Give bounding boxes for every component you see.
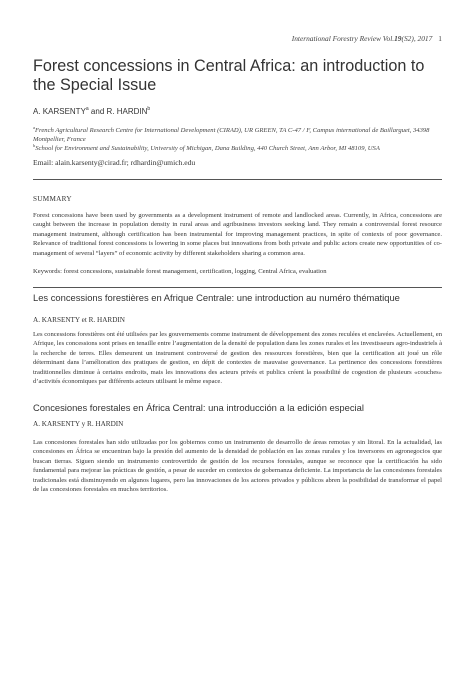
affiliation-marker: b [33,143,36,148]
contact-email: Email: alain.karsenty@cirad.fr; rdhardin@umich.edu [33,158,196,167]
author-karsenty-affil-marker: a [85,106,89,112]
summary-text: Forest concessions have been used by governments as a development instrument of remote and landlocked areas. Currently, in Africa, concessions are caught between the increase in population density in rural areas and agribusiness investors seeking land. They remain a controversial forest resource management instrument, although certification has been instrumental for improving management practices, in spite of contexts of poor governance. Relevance of traditional forest concessions is lowering in some places but innovations from both private and public actors create new opportunities of co-management of several “layers” of economic activity by different stakeholders sharing a common area. [33,212,442,257]
journal-name: International Forestry Review Vol. [291,34,395,43]
divider-bottom [33,287,442,288]
author-line [33,106,150,116]
journal-volume: 19 [394,34,402,43]
author-hardin: R. HARDIN [106,107,148,116]
page-number: 1 [438,34,442,43]
french-abstract-heading: Les concessions forestières en Afrique Centrale: une introduction au numéro thématique [33,292,400,303]
journal-issue-year: (S2), 2017 [401,34,433,43]
french-authors: A. KARSENTY et R. HARDIN [33,316,125,324]
keywords: Keywords: forest concessions, sustainable forest management, certification, logging, Central Africa, evaluation [33,268,327,275]
summary-heading: SUMMARY [33,195,72,203]
divider-top [33,179,442,180]
spanish-authors: A. KARSENTY y R. HARDIN [33,420,124,428]
author-joiner: and [90,107,105,116]
author-karsenty: A. KARSENTY [33,107,86,116]
spanish-abstract-text: Las concesiones forestales han sido utilizadas por los gobiernos como un instrumento de desarrollo de áreas remotas y sin litoral. En la actualidad, las concesiones en África se encuentran bajo la presión del aumento de la densidad de población en las zonas rurales y los inversores en agronegocios que buscan tierras. Siguen siendo un instrumento controvertido de gestión de los recursos forestales, aunque se reconoce que la certificación ha sido fundamental para mejorar las prácticas de gestión, a pesar de suceder en contextos de gobernanza deficiente. La importancia de las concesiones forestales tradicionales está disminuyendo en algunos lugares, pero las innovaciones de los actores privados y públicos abren la posibilidad de transformar el papel de las concesiones forestales en muchos territorios. [33,439,442,494]
french-abstract-text: Les concessions forestières ont été utilisées par les gouvernements comme instrument de développement des zones reculées et enclavées. Actuellement, en Afrique, les concessions sont prises en tenaille entre l’augmentation de la densité de population dans les zones rurales et les investisseurs agro-industriels à la recherche de terres. Elles demeurent un instrument controversé de gestion des ressources forestières, bien que la certification ait joué un rôle déterminant dans l’amélioration des pratiques de gestion, en dépit de contextes de mauvaise gouvernance. La pertinence des concessions forestières traditionnelles diminue à certains endroits, mais les innovations des acteurs privés et publics créent la possibilité de cogestion de plusieurs «couches» d’activités économiques par différents acteurs utilisant le même espace. [33,331,442,386]
affiliation-marker: a [33,125,35,130]
affiliation-michigan [33,142,443,154]
spanish-abstract-heading: Concesiones forestales en África Central: una introducción a la edición especial [33,402,364,413]
author-hardin-affil-marker: b [147,106,151,112]
affiliation-text: School for Environment and Sustainability, University of Michigan, Dana Building, 440 Church Street, Ann Arbor, MI 48109, USA [35,145,380,152]
affiliation-text: French Agricultural Research Centre for International Development (CIRAD), UR GREEN, TA C-47 / F, Campus international de Baillarguet, 34398 Montpellier, France [33,127,430,143]
running-head [292,34,442,43]
article-title: Forest concessions in Central Africa: an introduction to the Special Issue [33,57,425,94]
